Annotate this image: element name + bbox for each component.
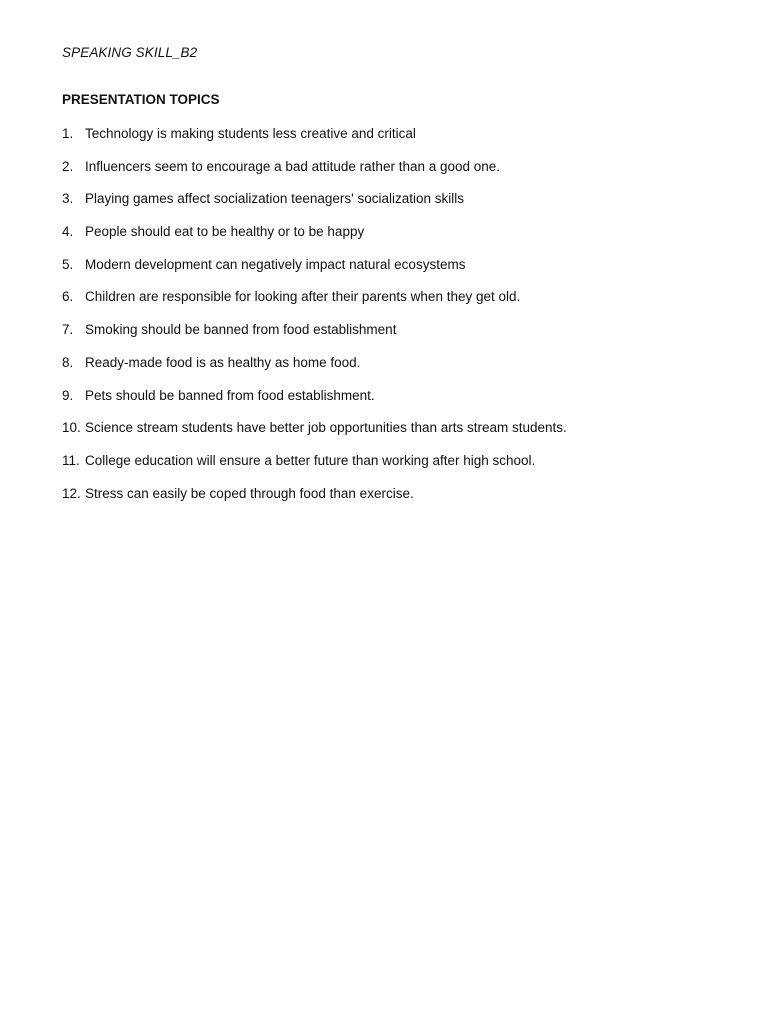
topic-text: Technology is making students less creative and critical xyxy=(85,126,416,141)
topic-text: Smoking should be banned from food establishment xyxy=(85,322,397,338)
list-item xyxy=(62,125,567,158)
list-item xyxy=(62,452,567,485)
topic-text: Pets should be banned from food establishment. xyxy=(85,387,375,403)
topic-list xyxy=(62,125,567,517)
topic-number: 3. xyxy=(62,191,74,207)
topic-number: 4. xyxy=(62,224,74,240)
section-title: PRESENTATION TOPICS xyxy=(62,92,220,107)
topic-number: 2. xyxy=(62,158,74,174)
topic-text: Influencers seem to encourage a bad attitude rather than a good one. xyxy=(85,158,501,174)
list-item xyxy=(62,256,567,289)
topic-number: 7. xyxy=(62,322,74,338)
topic-text: Children are responsible for looking after their parents when they get old. xyxy=(85,289,521,305)
list-item xyxy=(62,321,567,354)
list-item xyxy=(62,223,567,256)
list-item xyxy=(62,190,567,223)
list-item xyxy=(62,158,567,191)
topic-text: Science stream students have better job opportunities than arts stream students. xyxy=(85,420,567,436)
topic-text: College education will ensure a better future than working after high school. xyxy=(85,452,536,468)
list-item xyxy=(62,419,567,452)
list-item xyxy=(62,288,567,321)
topic-number: 12. xyxy=(62,485,81,501)
topic-number: 5. xyxy=(62,256,74,272)
topic-number: 10. xyxy=(62,420,81,436)
list-item xyxy=(62,387,567,420)
list-item xyxy=(62,485,567,518)
list-item xyxy=(62,354,567,387)
topic-text: Stress can easily be coped through food than exercise. xyxy=(85,485,414,501)
topic-text: Playing games affect socialization teenagers' socialization skills xyxy=(85,191,465,207)
document-header: SPEAKING SKILL_B2 xyxy=(62,45,198,60)
topic-number: 1. xyxy=(62,126,74,141)
topic-number: 9. xyxy=(62,387,74,403)
topic-number: 11. xyxy=(62,452,80,468)
topic-number: 8. xyxy=(62,354,74,370)
topic-text: Ready-made food is as healthy as home food. xyxy=(85,354,361,370)
topic-text: People should eat to be healthy or to be happy xyxy=(85,224,365,240)
topic-number: 6. xyxy=(62,289,74,305)
topic-text: Modern development can negatively impact natural ecosystems xyxy=(85,256,466,272)
